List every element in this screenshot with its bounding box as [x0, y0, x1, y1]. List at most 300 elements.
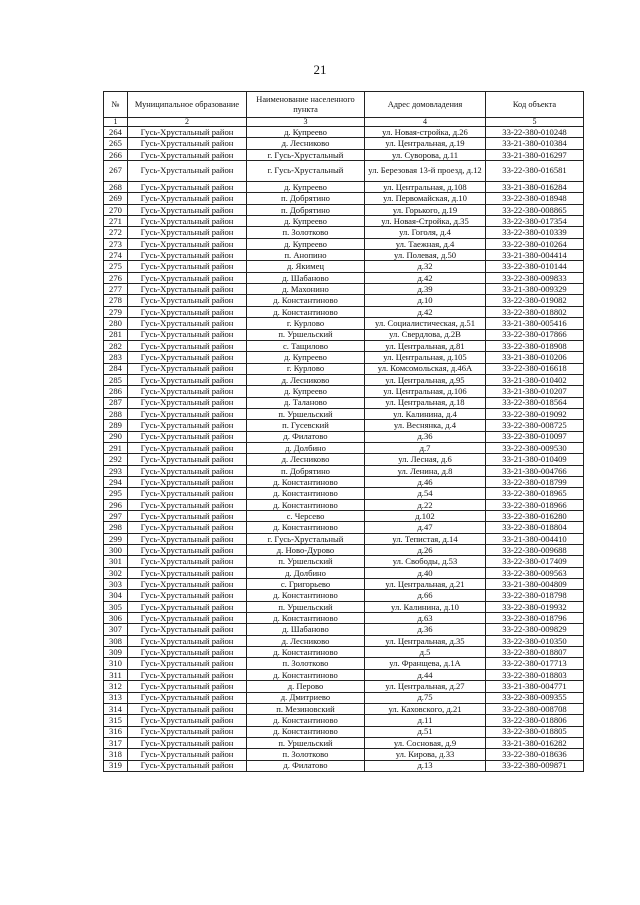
- address-cell: д.26: [365, 545, 486, 556]
- municipality-cell: Гусь-Хрустальный район: [128, 284, 247, 295]
- table-row: [104, 408, 584, 419]
- address-cell: ул. Центральная, д.21: [365, 579, 486, 590]
- object-code-cell: 33-22-380-018908: [486, 340, 584, 351]
- table-row: [104, 261, 584, 272]
- table-row: [104, 635, 584, 646]
- municipality-cell: Гусь-Хрустальный район: [128, 476, 247, 487]
- table-row: [104, 138, 584, 149]
- row-number: 319: [104, 760, 128, 771]
- settlement-cell: д. Долбино: [247, 567, 365, 578]
- municipality-cell: Гусь-Хрустальный район: [128, 306, 247, 317]
- row-number: 292: [104, 454, 128, 465]
- municipality-cell: Гусь-Хрустальный район: [128, 442, 247, 453]
- object-code-cell: 33-22-380-009530: [486, 442, 584, 453]
- municipality-cell: Гусь-Хрустальный район: [128, 522, 247, 533]
- row-number: 308: [104, 635, 128, 646]
- municipality-cell: Гусь-Хрустальный район: [128, 329, 247, 340]
- address-cell: ул. Тепистая, д.14: [365, 533, 486, 544]
- table-row: [104, 397, 584, 408]
- row-number: 317: [104, 737, 128, 748]
- object-code-cell: 33-21-380-004771: [486, 681, 584, 692]
- address-cell: д.46: [365, 476, 486, 487]
- table-row: [104, 692, 584, 703]
- object-code-cell: 33-22-380-010248: [486, 127, 584, 138]
- row-number: 279: [104, 306, 128, 317]
- address-cell: ул. Сосновая, д.9: [365, 737, 486, 748]
- settlement-cell: п. Уршельский: [247, 737, 365, 748]
- object-code-cell: 33-21-380-009329: [486, 284, 584, 295]
- address-cell: д.13: [365, 760, 486, 771]
- municipality-cell: Гусь-Хрустальный район: [128, 613, 247, 624]
- address-cell: ул. Центральная, д.108: [365, 182, 486, 193]
- household-registry-table: [103, 91, 584, 772]
- table-row: [104, 715, 584, 726]
- object-code-cell: 33-22-380-018804: [486, 522, 584, 533]
- row-number: 311: [104, 669, 128, 680]
- municipality-cell: Гусь-Хрустальный район: [128, 127, 247, 138]
- address-cell: ул. Лесная, д.6: [365, 454, 486, 465]
- table-row: [104, 545, 584, 556]
- settlement-cell: д. Купреево: [247, 216, 365, 227]
- row-number: 283: [104, 352, 128, 363]
- table-row: [104, 726, 584, 737]
- object-code-cell: 33-22-380-009829: [486, 624, 584, 635]
- address-cell: ул. Центральная, д.27: [365, 681, 486, 692]
- table-row: [104, 488, 584, 499]
- settlement-cell: п. Золотково: [247, 658, 365, 669]
- settlement-cell: д. Перово: [247, 681, 365, 692]
- municipality-cell: Гусь-Хрустальный район: [128, 703, 247, 714]
- municipality-cell: Гусь-Хрустальный район: [128, 420, 247, 431]
- address-cell: ул. Горького, д.19: [365, 204, 486, 215]
- settlement-cell: д. Константиново: [247, 647, 365, 658]
- municipality-cell: Гусь-Хрустальный район: [128, 138, 247, 149]
- table-row: [104, 601, 584, 612]
- row-number: 267: [104, 161, 128, 182]
- municipality-cell: Гусь-Хрустальный район: [128, 238, 247, 249]
- municipality-cell: Гусь-Хрустальный район: [128, 635, 247, 646]
- address-cell: д.22: [365, 499, 486, 510]
- settlement-cell: с. Григорьево: [247, 579, 365, 590]
- row-number: 281: [104, 329, 128, 340]
- row-number: 268: [104, 182, 128, 193]
- municipality-cell: Гусь-Хрустальный район: [128, 488, 247, 499]
- column-number: 3: [247, 118, 365, 127]
- municipality-cell: Гусь-Хрустальный район: [128, 556, 247, 567]
- municipality-cell: Гусь-Хрустальный район: [128, 250, 247, 261]
- municipality-cell: Гусь-Хрустальный район: [128, 499, 247, 510]
- column-number: 4: [365, 118, 486, 127]
- settlement-cell: д. Константиново: [247, 590, 365, 601]
- object-code-cell: 33-22-380-018796: [486, 613, 584, 624]
- column-numbers: [104, 118, 584, 127]
- address-cell: д.44: [365, 669, 486, 680]
- address-cell: д.42: [365, 272, 486, 283]
- object-code-cell: 33-21-380-010206: [486, 352, 584, 363]
- municipality-cell: Гусь-Хрустальный район: [128, 193, 247, 204]
- municipality-cell: Гусь-Хрустальный район: [128, 340, 247, 351]
- municipality-cell: Гусь-Хрустальный район: [128, 601, 247, 612]
- table-row: [104, 454, 584, 465]
- table-row: [104, 193, 584, 204]
- row-number: 265: [104, 138, 128, 149]
- table-row: [104, 250, 584, 261]
- table-row: [104, 161, 584, 182]
- municipality-cell: Гусь-Хрустальный район: [128, 295, 247, 306]
- table-row: [104, 374, 584, 385]
- municipality-cell: Гусь-Хрустальный район: [128, 204, 247, 215]
- address-cell: д.10: [365, 295, 486, 306]
- row-number: 309: [104, 647, 128, 658]
- address-cell: ул. Каховского, д.21: [365, 703, 486, 714]
- table-row: [104, 420, 584, 431]
- municipality-cell: Гусь-Хрустальный район: [128, 681, 247, 692]
- header-address: Адрес домовладения: [365, 92, 486, 118]
- settlement-cell: п. Гусевский: [247, 420, 365, 431]
- municipality-cell: Гусь-Хрустальный район: [128, 149, 247, 160]
- object-code-cell: 33-21-380-010402: [486, 374, 584, 385]
- table-row: [104, 703, 584, 714]
- row-number: 294: [104, 476, 128, 487]
- object-code-cell: 33-22-380-010097: [486, 431, 584, 442]
- address-cell: ул. Березовая 13-й проезд, д.12: [365, 161, 486, 182]
- settlement-cell: п. Уршельский: [247, 408, 365, 419]
- object-code-cell: 33-22-380-010350: [486, 635, 584, 646]
- row-number: 314: [104, 703, 128, 714]
- row-number: 276: [104, 272, 128, 283]
- settlement-cell: д. Константиново: [247, 522, 365, 533]
- settlement-cell: д. Махонино: [247, 284, 365, 295]
- municipality-cell: Гусь-Хрустальный район: [128, 454, 247, 465]
- object-code-cell: 33-22-380-016280: [486, 511, 584, 522]
- row-number: 266: [104, 149, 128, 160]
- object-code-cell: 33-21-380-005416: [486, 318, 584, 329]
- row-number: 269: [104, 193, 128, 204]
- table-row: [104, 216, 584, 227]
- settlement-cell: д. Константиново: [247, 306, 365, 317]
- table-row: [104, 284, 584, 295]
- table-row: [104, 465, 584, 476]
- address-cell: ул. Франщева, д.1А: [365, 658, 486, 669]
- table-row: [104, 431, 584, 442]
- municipality-cell: Гусь-Хрустальный район: [128, 647, 247, 658]
- object-code-cell: 33-22-380-017409: [486, 556, 584, 567]
- settlement-cell: п. Мезиновский: [247, 703, 365, 714]
- object-code-cell: 33-22-380-008725: [486, 420, 584, 431]
- settlement-cell: д. Купреево: [247, 127, 365, 138]
- object-code-cell: 33-22-380-018966: [486, 499, 584, 510]
- column-number: 5: [486, 118, 584, 127]
- settlement-cell: г. Курлово: [247, 363, 365, 374]
- settlement-cell: п. Золотково: [247, 227, 365, 238]
- table-row: [104, 318, 584, 329]
- settlement-cell: д. Константиново: [247, 476, 365, 487]
- table-row: [104, 306, 584, 317]
- municipality-cell: Гусь-Хрустальный район: [128, 408, 247, 419]
- object-code-cell: 33-22-380-017354: [486, 216, 584, 227]
- address-cell: ул. Центральная, д.95: [365, 374, 486, 385]
- row-number: 270: [104, 204, 128, 215]
- row-number: 275: [104, 261, 128, 272]
- row-number: 290: [104, 431, 128, 442]
- municipality-cell: Гусь-Хрустальный район: [128, 363, 247, 374]
- table-row: [104, 590, 584, 601]
- address-cell: ул. Веснянка, д.4: [365, 420, 486, 431]
- object-code-cell: 33-21-380-004410: [486, 533, 584, 544]
- object-code-cell: 33-22-380-018948: [486, 193, 584, 204]
- table-row: [104, 149, 584, 160]
- table-row: [104, 522, 584, 533]
- row-number: 299: [104, 533, 128, 544]
- table-row: [104, 227, 584, 238]
- row-number: 298: [104, 522, 128, 533]
- row-number: 315: [104, 715, 128, 726]
- settlement-cell: д. Лесниково: [247, 138, 365, 149]
- object-code-cell: 33-22-380-016581: [486, 161, 584, 182]
- object-code-cell: 33-22-380-016618: [486, 363, 584, 374]
- header-municipality: Муниципальное образование: [128, 92, 247, 118]
- address-cell: д.42: [365, 306, 486, 317]
- settlement-cell: д. Константиново: [247, 726, 365, 737]
- row-number: 318: [104, 749, 128, 760]
- object-code-cell: 33-22-380-018806: [486, 715, 584, 726]
- table-row: [104, 567, 584, 578]
- address-cell: д.51: [365, 726, 486, 737]
- object-code-cell: 33-22-380-008865: [486, 204, 584, 215]
- municipality-cell: Гусь-Хрустальный район: [128, 272, 247, 283]
- settlement-cell: д. Дмитриево: [247, 692, 365, 703]
- settlement-cell: д. Константиново: [247, 613, 365, 624]
- object-code-cell: 33-21-380-016297: [486, 149, 584, 160]
- address-cell: ул. Новая-стройка, д.26: [365, 127, 486, 138]
- object-code-cell: 33-22-380-018564: [486, 397, 584, 408]
- address-cell: д.36: [365, 624, 486, 635]
- address-cell: д.75: [365, 692, 486, 703]
- object-code-cell: 33-22-380-018807: [486, 647, 584, 658]
- table-row: [104, 127, 584, 138]
- settlement-cell: д. Купреево: [247, 182, 365, 193]
- settlement-cell: д. Якимец: [247, 261, 365, 272]
- address-cell: ул. Комсомольская, д.46А: [365, 363, 486, 374]
- municipality-cell: Гусь-Хрустальный район: [128, 431, 247, 442]
- object-code-cell: 33-22-380-009563: [486, 567, 584, 578]
- municipality-cell: Гусь-Хрустальный район: [128, 726, 247, 737]
- address-cell: ул. Свердлова, д.2В: [365, 329, 486, 340]
- column-number: 1: [104, 118, 128, 127]
- settlement-cell: д. Лесниково: [247, 635, 365, 646]
- table-row: [104, 238, 584, 249]
- settlement-cell: д. Купреево: [247, 352, 365, 363]
- table-row: [104, 329, 584, 340]
- object-code-cell: 33-22-380-018798: [486, 590, 584, 601]
- row-number: 264: [104, 127, 128, 138]
- object-code-cell: 33-22-380-018799: [486, 476, 584, 487]
- municipality-cell: Гусь-Хрустальный район: [128, 760, 247, 771]
- municipality-cell: Гусь-Хрустальный район: [128, 658, 247, 669]
- object-code-cell: 33-22-380-017713: [486, 658, 584, 669]
- address-cell: ул. Первомайская, д.10: [365, 193, 486, 204]
- municipality-cell: Гусь-Хрустальный район: [128, 261, 247, 272]
- column-number: 2: [128, 118, 247, 127]
- settlement-cell: г. Гусь-Хрустальный: [247, 149, 365, 160]
- table-row: [104, 613, 584, 624]
- table-body: [104, 127, 584, 772]
- address-cell: д.11: [365, 715, 486, 726]
- row-number: 296: [104, 499, 128, 510]
- address-cell: ул. Социалистическая, д.51: [365, 318, 486, 329]
- table-row: [104, 476, 584, 487]
- municipality-cell: Гусь-Хрустальный район: [128, 352, 247, 363]
- table-row: [104, 760, 584, 771]
- settlement-cell: п. Добрятино: [247, 204, 365, 215]
- municipality-cell: Гусь-Хрустальный район: [128, 386, 247, 397]
- municipality-cell: Гусь-Хрустальный район: [128, 749, 247, 760]
- table-header: [104, 92, 584, 118]
- settlement-cell: д. Константиново: [247, 715, 365, 726]
- municipality-cell: Гусь-Хрустальный район: [128, 533, 247, 544]
- object-code-cell: 33-22-380-009871: [486, 760, 584, 771]
- table-row: [104, 272, 584, 283]
- address-cell: д.54: [365, 488, 486, 499]
- address-cell: ул. Свободы, д.53: [365, 556, 486, 567]
- municipality-cell: Гусь-Хрустальный район: [128, 669, 247, 680]
- address-cell: ул. Полевая, д.50: [365, 250, 486, 261]
- address-cell: д.102: [365, 511, 486, 522]
- table-row: [104, 340, 584, 351]
- table-row: [104, 624, 584, 635]
- address-cell: ул. Центральная, д.81: [365, 340, 486, 351]
- object-code-cell: 33-22-380-010144: [486, 261, 584, 272]
- row-number: 300: [104, 545, 128, 556]
- address-cell: д.5: [365, 647, 486, 658]
- settlement-cell: д. Лесниково: [247, 454, 365, 465]
- address-cell: д.63: [365, 613, 486, 624]
- object-code-cell: 33-21-380-010207: [486, 386, 584, 397]
- object-code-cell: 33-22-380-018965: [486, 488, 584, 499]
- municipality-cell: Гусь-Хрустальный район: [128, 161, 247, 182]
- object-code-cell: 33-22-380-018802: [486, 306, 584, 317]
- municipality-cell: Гусь-Хрустальный район: [128, 737, 247, 748]
- table-row: [104, 669, 584, 680]
- object-code-cell: 33-22-380-019082: [486, 295, 584, 306]
- municipality-cell: Гусь-Хрустальный район: [128, 692, 247, 703]
- settlement-cell: п. Золотково: [247, 749, 365, 760]
- object-code-cell: 33-22-380-019092: [486, 408, 584, 419]
- settlement-cell: г. Гусь-Хрустальный: [247, 533, 365, 544]
- address-cell: ул. Гоголя, д.4: [365, 227, 486, 238]
- row-number: 274: [104, 250, 128, 261]
- table-row: [104, 295, 584, 306]
- municipality-cell: Гусь-Хрустальный район: [128, 227, 247, 238]
- row-number: 305: [104, 601, 128, 612]
- header-object-code: Код объекта: [486, 92, 584, 118]
- row-number: 304: [104, 590, 128, 601]
- address-cell: д.66: [365, 590, 486, 601]
- municipality-cell: Гусь-Хрустальный район: [128, 545, 247, 556]
- settlement-cell: п. Анопино: [247, 250, 365, 261]
- municipality-cell: Гусь-Хрустальный район: [128, 397, 247, 408]
- row-number: 287: [104, 397, 128, 408]
- object-code-cell: 33-21-380-010384: [486, 138, 584, 149]
- settlement-cell: д. Лесниково: [247, 374, 365, 385]
- settlement-cell: п. Уршельский: [247, 556, 365, 567]
- address-cell: ул. Центральная, д.35: [365, 635, 486, 646]
- address-cell: д.36: [365, 431, 486, 442]
- object-code-cell: 33-22-380-018636: [486, 749, 584, 760]
- settlement-cell: д. Шабаново: [247, 624, 365, 635]
- address-cell: ул. Таежная, д.4: [365, 238, 486, 249]
- table-row: [104, 386, 584, 397]
- address-cell: ул. Центральная, д.105: [365, 352, 486, 363]
- row-number: 293: [104, 465, 128, 476]
- row-number: 288: [104, 408, 128, 419]
- row-number: 302: [104, 567, 128, 578]
- row-number: 273: [104, 238, 128, 249]
- object-code-cell: 33-21-380-016282: [486, 737, 584, 748]
- settlement-cell: д. Филатово: [247, 431, 365, 442]
- table-row: [104, 204, 584, 215]
- table-row: [104, 749, 584, 760]
- table-row: [104, 352, 584, 363]
- object-code-cell: 33-21-380-004809: [486, 579, 584, 590]
- header-number: №: [104, 92, 128, 118]
- municipality-cell: Гусь-Хрустальный район: [128, 182, 247, 193]
- settlement-cell: п. Добрятино: [247, 465, 365, 476]
- address-cell: д.7: [365, 442, 486, 453]
- address-cell: ул. Ленина, д.8: [365, 465, 486, 476]
- object-code-cell: 33-22-380-018803: [486, 669, 584, 680]
- row-number: 285: [104, 374, 128, 385]
- page-number: 21: [313, 62, 327, 77]
- row-number: 272: [104, 227, 128, 238]
- table-row: [104, 579, 584, 590]
- object-code-cell: 33-22-380-009688: [486, 545, 584, 556]
- settlement-cell: п. Уршельский: [247, 601, 365, 612]
- row-number: 277: [104, 284, 128, 295]
- row-number: 316: [104, 726, 128, 737]
- row-number: 286: [104, 386, 128, 397]
- row-number: 306: [104, 613, 128, 624]
- address-cell: ул. Калинина, д.4: [365, 408, 486, 419]
- row-number: 303: [104, 579, 128, 590]
- row-number: 278: [104, 295, 128, 306]
- header-settlement: Наименование населенного пункта: [247, 92, 365, 118]
- address-cell: ул. Суворова, д.11: [365, 149, 486, 160]
- municipality-cell: Гусь-Хрустальный район: [128, 567, 247, 578]
- address-cell: ул. Кирова, д.33: [365, 749, 486, 760]
- municipality-cell: Гусь-Хрустальный район: [128, 374, 247, 385]
- address-cell: д.39: [365, 284, 486, 295]
- municipality-cell: Гусь-Хрустальный район: [128, 590, 247, 601]
- row-number: 271: [104, 216, 128, 227]
- object-code-cell: 33-22-380-008708: [486, 703, 584, 714]
- settlement-cell: д. Таланово: [247, 397, 365, 408]
- settlement-cell: д. Долбино: [247, 442, 365, 453]
- object-code-cell: 33-22-380-017866: [486, 329, 584, 340]
- object-code-cell: 33-21-380-010409: [486, 454, 584, 465]
- object-code-cell: 33-21-380-004766: [486, 465, 584, 476]
- row-number: 313: [104, 692, 128, 703]
- object-code-cell: 33-21-380-016284: [486, 182, 584, 193]
- row-number: 307: [104, 624, 128, 635]
- settlement-cell: д. Купреево: [247, 238, 365, 249]
- address-cell: ул. Центральная, д.19: [365, 138, 486, 149]
- object-code-cell: 33-22-380-019932: [486, 601, 584, 612]
- municipality-cell: Гусь-Хрустальный район: [128, 511, 247, 522]
- table-row: [104, 182, 584, 193]
- municipality-cell: Гусь-Хрустальный район: [128, 216, 247, 227]
- table-row: [104, 363, 584, 374]
